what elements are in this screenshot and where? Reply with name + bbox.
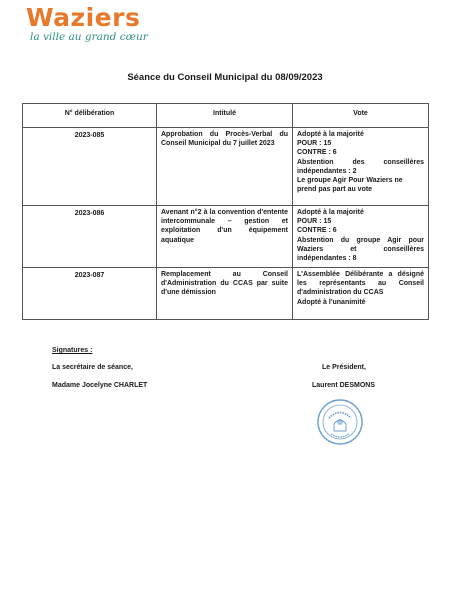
- header-intitule: Intitulé: [157, 104, 293, 128]
- vote-line: Adopté à la majorité: [297, 209, 364, 216]
- deliberation-vote: [293, 128, 429, 206]
- vote-line: Adopté à la majorité: [297, 131, 364, 138]
- vote-line: POUR : 15: [297, 140, 332, 148]
- table-row: [23, 268, 429, 320]
- deliberation-number: 2023-087: [23, 268, 157, 320]
- vote-line: L'Assemblée Délibérante a désigné les représentants au Conseil d'administration du CCAS: [297, 271, 424, 297]
- deliberation-number: 2023-086: [23, 206, 157, 268]
- president-role: Le Président,: [322, 364, 366, 371]
- vote-line: Le groupe Agir Pour Waziers ne prend pas part au vote: [297, 177, 403, 194]
- deliberations-table: [22, 103, 429, 320]
- table-header-row: [23, 104, 429, 128]
- waziers-logo: [26, 3, 148, 50]
- vote-line: CONTRE : 6: [297, 227, 337, 235]
- signatures-heading: Signatures :: [52, 347, 93, 354]
- vote-line: Adopté à l'unanimité: [297, 298, 366, 306]
- table-row: [23, 128, 429, 206]
- logo-wordmark: Waziers: [26, 3, 141, 32]
- deliberation-vote: [293, 268, 429, 320]
- secretary-name: Madame Jocelyne CHARLET: [52, 382, 148, 389]
- vote-line: CONTRE : 6: [297, 149, 337, 157]
- deliberation-title: Remplacement au Conseil d'Administration du CCAS par suite d'une démission: [157, 268, 293, 320]
- secretary-role: La secrétaire de séance,: [52, 364, 133, 371]
- vote-line: Abstention des conseillères indépendantes : 2: [297, 158, 424, 175]
- deliberation-vote: [293, 206, 429, 268]
- logo-tagline: la ville au grand cœur: [30, 31, 148, 43]
- page-title: Séance du Conseil Municipal du 08/09/2023: [127, 72, 323, 83]
- president-name: Laurent DESMONS: [312, 382, 376, 389]
- table-row: [23, 206, 429, 268]
- header-num: N° délibération: [23, 104, 157, 128]
- deliberation-number: 2023-085: [23, 128, 157, 206]
- vote-line: POUR : 15: [297, 218, 332, 226]
- header-vote: Vote: [293, 104, 429, 128]
- deliberation-title: Approbation du Procès-Verbal du Conseil Municipal du 7 juillet 2023: [157, 128, 293, 206]
- official-stamp: [316, 398, 364, 446]
- vote-line: Abstention du groupe Agir pour Waziers et conseillères indépendantes : 8: [297, 236, 424, 263]
- deliberation-title: Avenant n°2 à la convention d'entente intercommunale – gestion et exploitation d'un équipement aquatique: [157, 206, 293, 268]
